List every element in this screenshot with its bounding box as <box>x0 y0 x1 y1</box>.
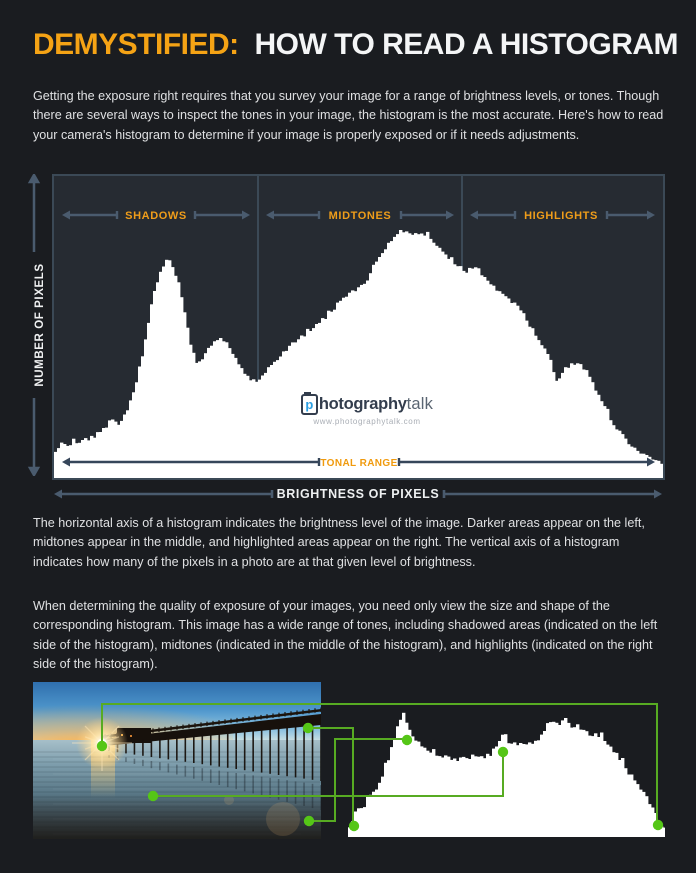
main-histogram-chart <box>54 176 663 478</box>
x-axis <box>52 482 664 511</box>
photo-lens-flare <box>266 802 300 836</box>
title-rest: HOW TO READ A HISTOGRAM <box>254 28 679 61</box>
photographytalk-logo <box>292 394 442 426</box>
example-section <box>0 675 696 873</box>
x-axis-arrow <box>52 482 664 506</box>
logo-text-bold: hotography <box>318 395 407 414</box>
pier-sunset-photo <box>33 682 321 839</box>
intro-paragraph: Getting the exposure right requires that you survey your image for a range of brightness levels, or tones. Though there are several ways to inspect the tones in your image, the histogram is the most accurate. Here's how to read your camera's histogram to determine if your image is properly exposed or if it needs adjustments. <box>33 89 664 142</box>
tonal-range-label: TONAL RANGE <box>320 458 398 469</box>
photo-histogram-bars <box>348 713 665 837</box>
photo-sun-core <box>98 739 107 748</box>
shadows-label: SHADOWS <box>125 210 187 222</box>
y-axis-label: NUMBER OF PIXELS <box>34 263 46 387</box>
midtones-label: MIDTONES <box>328 210 392 222</box>
y-axis <box>22 174 50 481</box>
y-axis-arrow <box>22 174 50 476</box>
page-title <box>33 28 678 62</box>
pier-photo-illustration <box>33 682 321 839</box>
axis-explain-paragraph: The horizontal axis of a histogram indicates the brightness level of the image. Darker areas appear on the left, midtones appear in the middle, and highlighted areas appear on the right. The vertical axis of a histogram indicates how many of the pixels in a photo are at that given level of brightness. <box>33 516 645 569</box>
logo-text-light: talk <box>406 395 434 414</box>
photo-lens-flare-small <box>224 795 234 805</box>
logo-camera-p-icon: p <box>301 394 318 415</box>
title-highlight: DEMYSTIFIED: <box>33 28 239 61</box>
histogram-panel <box>52 174 665 480</box>
x-axis-label: BRIGHTNESS OF PIXELS <box>276 487 440 501</box>
main-histogram-bars <box>54 230 663 478</box>
quality-explain-paragraph: When determining the quality of exposure of your images, you need only view the size and shape of the corresponding histogram. This image has a wide range of tones, including shadowed areas (indicated on the left side of the histogram), midtones (indicated in the middle of the histogram), and highlights (indicated on the right side of the histogram). <box>33 599 658 672</box>
logo-url: www.photographytalk.com <box>313 417 421 426</box>
photo-histogram <box>348 700 665 842</box>
highlights-label: HIGHLIGHTS <box>524 210 598 222</box>
